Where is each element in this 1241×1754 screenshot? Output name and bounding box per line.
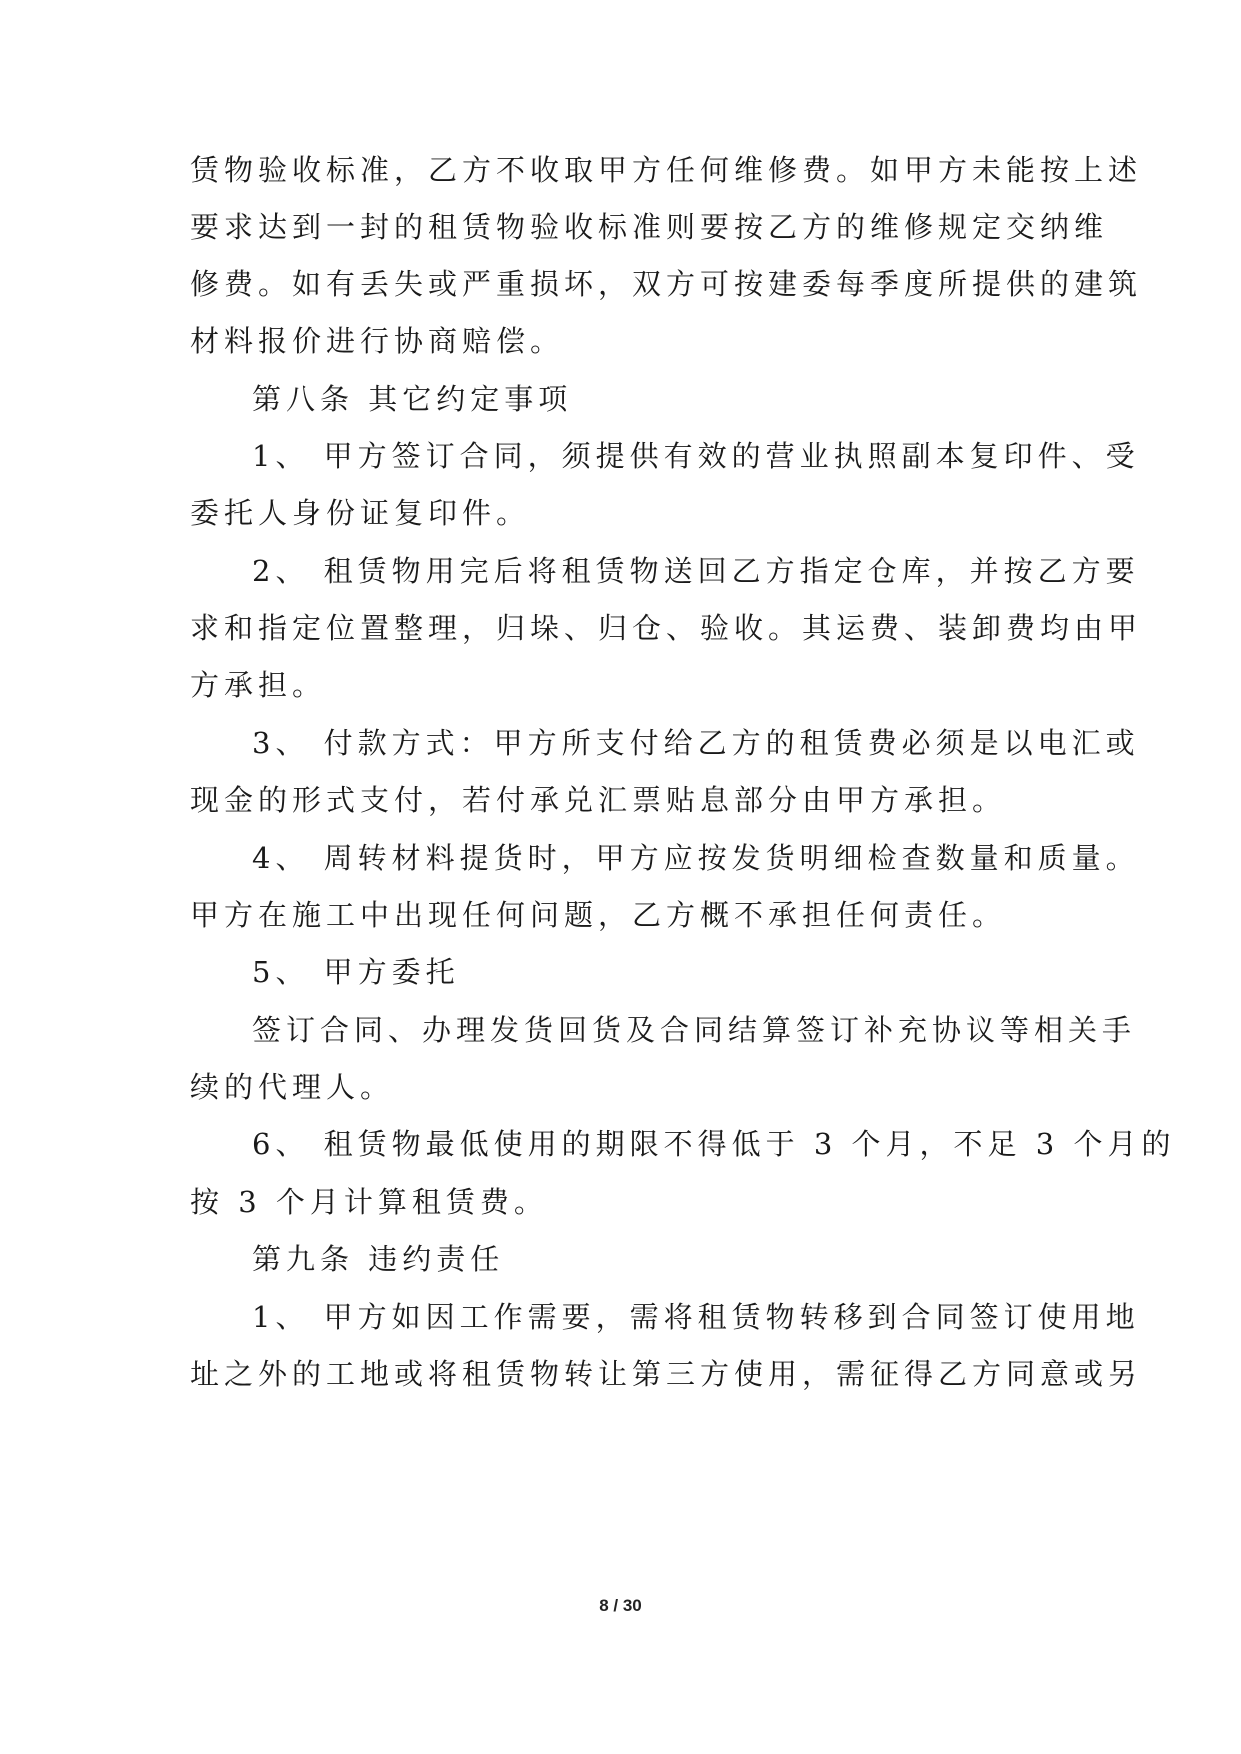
text-line: 1、 甲方如因工作需要，需将租赁物转移到合同签订使用地 <box>252 1300 1140 1334</box>
text-line: 材料报价进行协商赔偿。 <box>190 324 565 358</box>
section-heading: 第九条 违约责任 <box>252 1242 505 1276</box>
text-line: 方承担。 <box>190 668 327 702</box>
page-number: 8 / 30 <box>599 1596 642 1615</box>
text-line: 修费。如有丢失或严重损坏，双方可按建委每季度所提供的建筑 <box>190 267 1143 301</box>
text-line: 3、 付款方式：甲方所支付给乙方的租赁费必须是以电汇或 <box>252 726 1140 760</box>
text-line: 签订合同、办理发货回货及合同结算签订补充协议等相关手 <box>252 1013 1137 1047</box>
text-line: 续的代理人。 <box>190 1070 395 1104</box>
text-line: 2、 租赁物用完后将租赁物送回乙方指定仓库，并按乙方要 <box>252 554 1140 588</box>
text-line: 委托人身份证复印件。 <box>190 496 531 530</box>
text-line: 4、 周转材料提货时，甲方应按发货明细检查数量和质量。 <box>252 841 1140 875</box>
section-heading: 第八条 其它约定事项 <box>252 382 573 416</box>
text-line: 甲方在施工中出现任何问题，乙方概不承担任何责任。 <box>190 898 1007 932</box>
text-line: 5、 甲方委托 <box>252 955 460 989</box>
text-line: 址之外的工地或将租赁物转让第三方使用，需征得乙方同意或另 <box>190 1357 1143 1391</box>
text-line: 现金的形式支付，若付承兑汇票贴息部分由甲方承担。 <box>190 783 1007 817</box>
text-line: 6、 租赁物最低使用的期限不得低于 3 个月，不足 3 个月的 <box>252 1127 1176 1161</box>
text-line: 要求达到一封的租赁物验收标准则要按乙方的维修规定交纳维 <box>190 210 1109 244</box>
text-line: 1、 甲方签订合同，须提供有效的营业执照副本复印件、受 <box>252 439 1140 473</box>
text-line: 按 3 个月计算租赁费。 <box>190 1185 548 1219</box>
text-line: 赁物验收标准，乙方不收取甲方任何维修费。如甲方未能按上述 <box>190 153 1143 187</box>
text-line: 求和指定位置整理，归垛、归仓、验收。其运费、装卸费均由甲 <box>190 611 1143 645</box>
